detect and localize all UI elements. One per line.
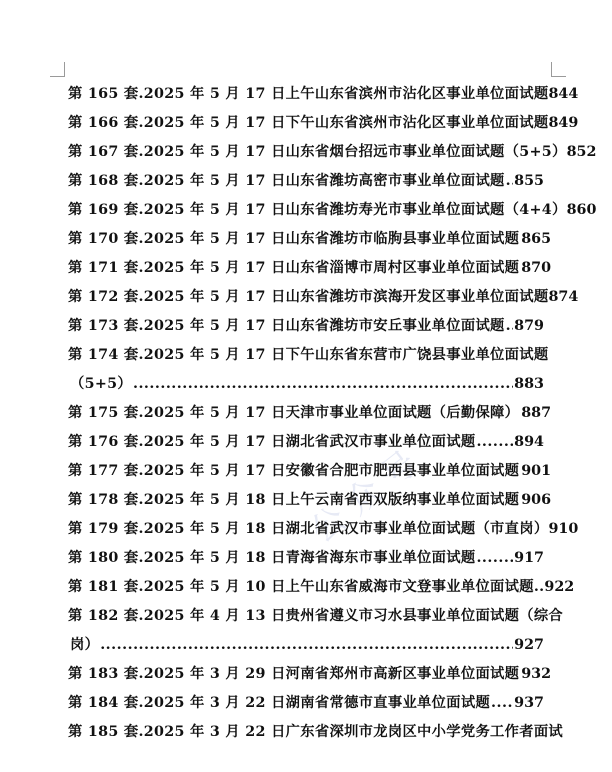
toc-entry-title: 第 169 套.2025 年 5 月 17 日山东省潍坊寿光市事业单位面试题（4+4） [68, 202, 567, 218]
dot-leader [491, 689, 513, 718]
toc-entry[interactable] [68, 341, 549, 399]
watermark: 公 众 号 [302, 443, 425, 552]
toc-entry[interactable] [68, 225, 552, 254]
toc-entry[interactable] [68, 457, 552, 486]
toc-entry[interactable] [68, 138, 597, 167]
toc-entry-title: 第 173 套.2025 年 5 月 17 日山东省潍坊市安丘事业单位面试题 [68, 318, 505, 334]
toc-entry[interactable] [68, 283, 579, 312]
toc-entry[interactable] [68, 312, 544, 341]
toc-entry-page-number: 852 [566, 144, 597, 160]
toc-entry[interactable] [68, 660, 552, 689]
toc-entry-title-continuation: （5+5） [70, 376, 132, 392]
toc-entry-title: 第 174 套.2025 年 5 月 17 日下午山东省东营市广饶县事业单位面试题 [68, 347, 549, 363]
toc-entry-page-number: 910 [548, 521, 579, 537]
toc-entry[interactable] [68, 718, 564, 747]
toc-entry[interactable] [68, 515, 579, 544]
toc-entry[interactable] [68, 544, 544, 573]
toc-entry-page-number: 932 [521, 666, 552, 682]
dot-leader [506, 312, 514, 341]
dot-leader [476, 428, 513, 457]
toc-entry[interactable] [68, 254, 552, 283]
toc-entry[interactable] [68, 602, 564, 660]
toc-entry-page-number: 870 [521, 260, 552, 276]
toc-entry-title: 第 185 套.2025 年 3 月 22 日广东省深圳市龙岗区中小学党务工作者面试 [68, 724, 564, 740]
dot-leader [476, 544, 513, 573]
toc-entry-page-number: 883 [514, 376, 544, 392]
dot-leader [506, 167, 514, 196]
toc-entry[interactable] [68, 109, 579, 138]
toc-entry-page-number: 917 [514, 550, 544, 566]
table-of-contents [68, 80, 597, 747]
toc-entry-page-number: 894 [514, 434, 544, 450]
toc-entry[interactable] [68, 80, 579, 109]
toc-entry-page-number: 927 [514, 637, 544, 653]
toc-entry-page-number: 874 [548, 289, 579, 305]
toc-entry-page-number: 901 [521, 463, 552, 479]
toc-entry-title: 第 166 套.2025 年 5 月 17 日下午山东省滨州市沾化区事业单位面试题 [68, 115, 549, 131]
toc-entry-page-number: 865 [521, 231, 552, 247]
toc-entry[interactable] [68, 167, 544, 196]
toc-entry-title: 第 165 套.2025 年 5 月 17 日上午山东省滨州市沾化区事业单位面试题 [68, 86, 549, 102]
toc-entry-page-number: 906 [521, 492, 552, 508]
toc-entry-title: 第 175 套.2025 年 5 月 17 日天津市事业单位面试题（后勤保障） [68, 405, 520, 421]
toc-entry[interactable] [68, 486, 552, 515]
toc-entry-title: 第 182 套.2025 年 4 月 13 日贵州省遵义市习水县事业单位面试题（综合 [68, 608, 564, 624]
toc-entry[interactable] [68, 689, 544, 718]
dot-leader [100, 631, 513, 660]
toc-entry-page-number: 879 [514, 318, 544, 334]
toc-entry-title: 第 176 套.2025 年 5 月 17 日湖北省武汉市事业单位面试题 [68, 434, 476, 450]
toc-entry-title: 第 178 套.2025 年 5 月 18 日上午云南省西双版纳事业单位面试题 [68, 492, 520, 508]
toc-entry-title: 第 168 套.2025 年 5 月 17 日山东省潍坊高密市事业单位面试题 [68, 173, 505, 189]
toc-entry-title: 第 180 套.2025 年 5 月 18 日青海省海东市事业单位面试题 [68, 550, 476, 566]
toc-entry-title: 第 179 套.2025 年 5 月 18 日湖北省武汉市事业单位面试题（市直岗） [68, 521, 549, 537]
toc-entry-page-number: 860 [566, 202, 597, 218]
dot-leader [133, 370, 513, 399]
toc-entry-page-number: 937 [514, 695, 544, 711]
toc-entry-title: 第 172 套.2025 年 5 月 17 日山东省潍坊市滨海开发区事业单位面试题 [68, 289, 549, 305]
toc-entry-title: 第 177 套.2025 年 5 月 17 日安徽省合肥市肥西县事业单位面试题 [68, 463, 520, 479]
toc-entry[interactable] [68, 399, 552, 428]
toc-entry-title: 第 171 套.2025 年 5 月 17 日山东省淄博市周村区事业单位面试题 [68, 260, 520, 276]
toc-entry-title: 第 181 套.2025 年 5 月 10 日上午山东省威海市文登事业单位面试题.. [68, 579, 545, 595]
toc-entry[interactable] [68, 428, 544, 457]
toc-entry-page-number: 844 [548, 86, 579, 102]
toc-entry-title: 第 184 套.2025 年 3 月 22 日湖南省常德市直事业单位面试题 [68, 695, 491, 711]
toc-entry-page-number: 849 [548, 115, 579, 131]
crop-mark-top-left [50, 62, 65, 77]
toc-entry[interactable] [68, 196, 597, 225]
toc-entry-page-number: 887 [521, 405, 552, 421]
crop-mark-top-right [551, 62, 566, 77]
toc-entry-title: 第 170 套.2025 年 5 月 17 日山东省潍坊市临朐县事业单位面试题 [68, 231, 520, 247]
toc-entry-title: 第 183 套.2025 年 3 月 29 日河南省郑州市高新区事业单位面试题 [68, 666, 520, 682]
toc-entry-title: 第 167 套.2025 年 5 月 17 日山东省烟台招远市事业单位面试题（5+5） [68, 144, 567, 160]
toc-entry[interactable] [68, 573, 575, 602]
toc-entry-page-number: 922 [544, 579, 575, 595]
toc-entry-page-number: 855 [514, 173, 544, 189]
toc-entry-title-continuation: 岗） [70, 637, 100, 653]
